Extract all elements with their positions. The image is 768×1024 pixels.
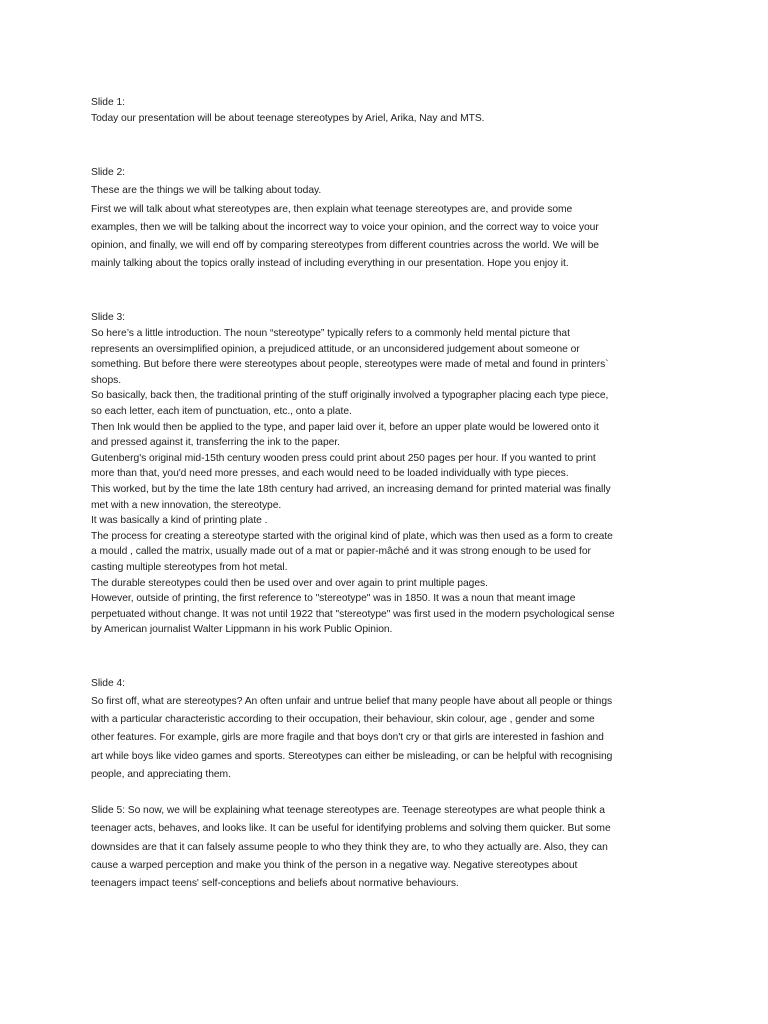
text-line: cause a warped perception and make you think of the person in a negative way. Negative stereotypes about xyxy=(91,859,578,871)
text-line: met with a new innovation, the stereotype. xyxy=(91,499,282,511)
text-line: These are the things we will be talking about today. xyxy=(91,185,322,197)
text-line: So here’s a little introduction. The noun “stereotype” typically refers to a commonly held mental picture that xyxy=(91,328,570,339)
text-line: So basically, back then, the traditional printing of the stuff originally involved a typographer placing each type piece, xyxy=(91,390,609,402)
text-line: casting multiple stereotypes from hot metal. xyxy=(91,561,288,573)
text-line: Then Ink would then be applied to the type, and paper laid over it, before an upper plate would be lowered onto it xyxy=(91,421,599,433)
text-line: Slide 3: xyxy=(91,312,125,324)
text-line: teenagers impact teens' self-conceptions and beliefs about normative behaviours. xyxy=(91,877,459,889)
text-line: First we will talk about what stereotypes are, then explain what teenage stereotypes are, and provide some xyxy=(91,203,573,215)
text-line: more than that, you'd need more presses, and each would need to be loaded individually with type pieces. xyxy=(91,468,569,480)
text-line: Slide 1: xyxy=(91,97,125,108)
text-line: by American journalist Walter Lippmann in his work Public Opinion. xyxy=(91,624,393,636)
slide-3-section xyxy=(91,310,681,637)
document-body xyxy=(91,95,681,893)
text-line: something. But before there were stereotypes about people, stereotypes were made of metal and found in printers` xyxy=(91,359,609,371)
text-line: people, and appreciating them. xyxy=(91,768,231,780)
text-line: It was basically a kind of printing plate . xyxy=(91,515,268,527)
text-line: with a particular characteristic according to their occupation, their behaviour, skin colour, age , gender and some xyxy=(91,714,595,726)
text-line: opinion, and finally, we will end off by comparing stereotypes from different countries across the world. We will be xyxy=(91,240,599,251)
text-line: Gutenberg's original mid-15th century wooden press could print about 250 pages per hour. If you wanted to print xyxy=(91,452,596,464)
text-line: Today our presentation will be about teenage stereotypes by Ariel, Arika, Nay and MTS. xyxy=(91,112,485,124)
text-line: examples, then we will be talking about the incorrect way to voice your opinion, and the correct way to voice your xyxy=(91,221,599,233)
text-line: So first off, what are stereotypes? An often unfair and untrue belief that many people have about all people or things xyxy=(91,696,613,708)
text-line: art while boys like video games and sports. Stereotypes can either be misleading, or can be helpful with recognising xyxy=(91,750,613,762)
slide-5-section xyxy=(91,802,681,893)
text-line: so each letter, each item of punctuation, etc., onto a plate. xyxy=(91,405,352,417)
text-line: represents an oversimplified opinion, a prejudiced attitude, or an unconsidered judgement about someone or xyxy=(91,343,580,355)
slide-1-section xyxy=(91,95,681,126)
text-line: teenager acts, behaves, and looks like. It can be useful for identifying problems and solving them quicker. But some xyxy=(91,823,611,835)
text-line: This worked, but by the time the late 18th century had arrived, an increasing demand for printed material was finally xyxy=(91,483,611,495)
text-line: Slide 4: xyxy=(91,677,125,689)
text-line: perpetuated without change. It was not until 1922 that "stereotype" was first used in the modern psychological sense xyxy=(91,608,615,620)
slide-2-section xyxy=(91,164,681,273)
text-line: shops. xyxy=(91,374,122,386)
slide-4-section xyxy=(91,675,681,784)
text-line: Slide 2: xyxy=(91,167,125,179)
text-line: mainly talking about the topics orally instead of including everything in our presentation. Hope you enjoy it. xyxy=(91,258,569,270)
text-line: The process for creating a stereotype started with the original kind of plate, which was then used as a form to create xyxy=(91,530,613,542)
text-line: downsides are that it can falsely assume people to who they think they are, to who they actually are. Also, they can xyxy=(91,841,608,853)
text-line: and pressed against it, transferring the ink to the paper. xyxy=(91,437,340,449)
text-line: Slide 5: So now, we will be explaining what teenage stereotypes are. Teenage stereotypes are what people think a xyxy=(91,805,605,817)
text-line: However, outside of printing, the first reference to "stereotype" was in 1850. It was a noun that meant image xyxy=(91,593,576,605)
text-line: other features. For example, girls are more fragile and that boys don't cry or that girls are interested in fashion and xyxy=(91,732,604,744)
text-line: The durable stereotypes could then be used over and over again to print multiple pages. xyxy=(91,577,488,589)
text-line: a mould , called the matrix, usually made out of a mat or papier-mâché and it was strong enough to be used for xyxy=(91,546,591,558)
